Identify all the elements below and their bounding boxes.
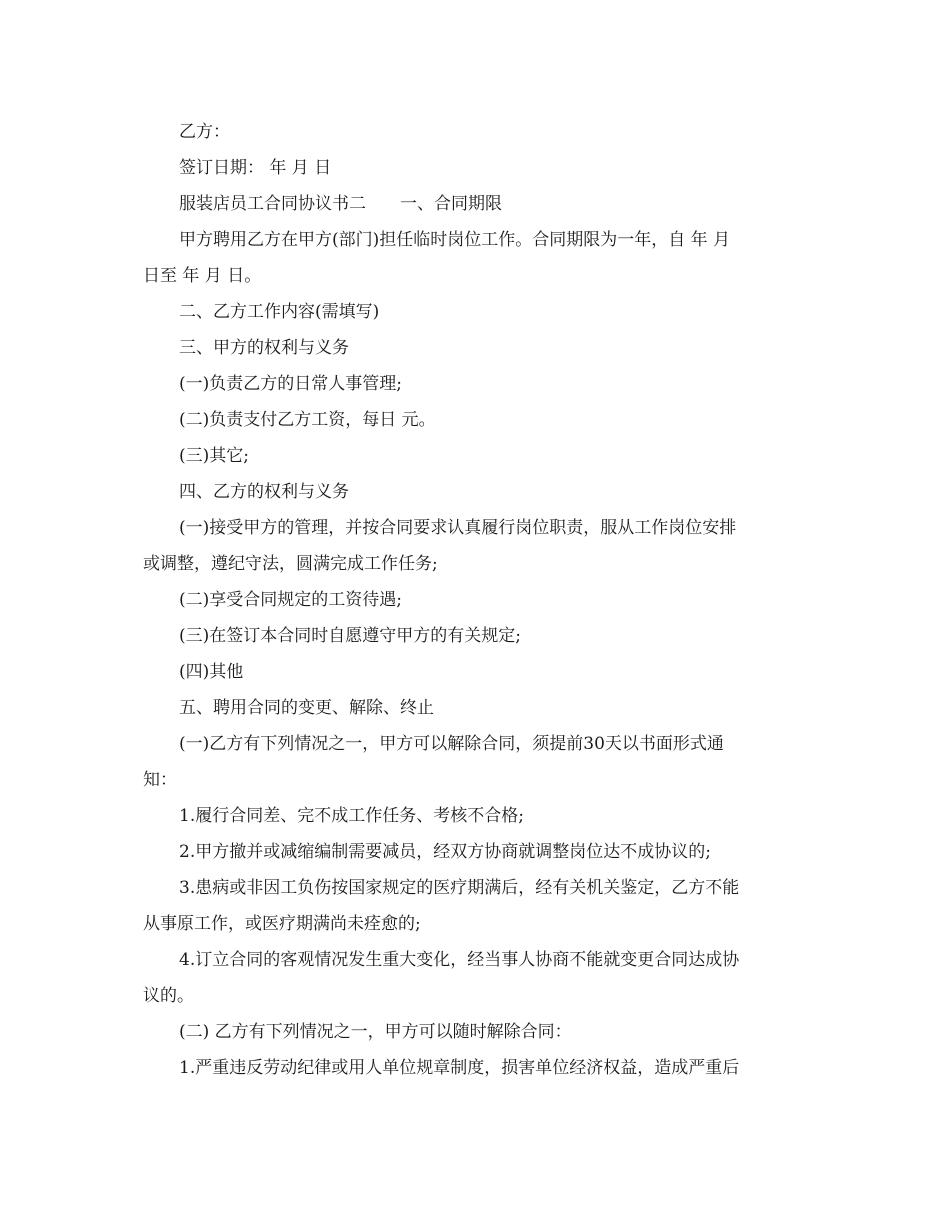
- clause-line: (四)其他: [179, 662, 244, 682]
- clause-line: 或调整，遵纪守法，圆满完成工作任务;: [143, 554, 438, 574]
- list-item: 1.履行合同差、完不成工作任务、考核不合格;: [179, 806, 524, 826]
- list-item: 议的。: [143, 986, 194, 1006]
- clause-line: (一)乙方有下列情况之一，甲方可以解除合同，须提前30天以书面形式通: [179, 734, 724, 754]
- clause-line: (二) 乙方有下列情况之一，甲方可以随时解除合同：: [179, 1022, 572, 1042]
- clause-line: (二)负责支付乙方工资，每日 元。: [179, 410, 436, 430]
- contract-title-line: 服装店员工合同协议书二 一、合同期限: [179, 194, 502, 214]
- list-item: 2.甲方撤并或减缩编制需要减员，经双方协商就调整岗位达不成协议的;: [179, 842, 711, 862]
- section-heading: 三、甲方的权利与义务: [179, 338, 349, 358]
- section-heading: 五、聘用合同的变更、解除、终止: [179, 698, 434, 718]
- clause-line: (三)在签订本合同时自愿遵守甲方的有关规定;: [179, 626, 521, 646]
- list-item: 3.患病或非因工负伤按国家规定的医疗期满后，经有关机关鉴定，乙方不能: [179, 878, 740, 898]
- clause-line: 知：: [143, 770, 177, 790]
- signing-date-line: 签订日期： 年 月 日: [179, 158, 332, 178]
- paragraph-line: 甲方聘用乙方在甲方(部门)担任临时岗位工作。合同期限为一年，自 年 月: [179, 230, 731, 250]
- party-b-line: 乙方：: [179, 122, 230, 142]
- section-heading: 四、乙方的权利与义务: [179, 482, 349, 502]
- clause-line: (三)其它;: [179, 446, 249, 466]
- list-item: 4.订立合同的客观情况发生重大变化，经当事人协商不能就变更合同达成协: [179, 950, 740, 970]
- paragraph-line: 日至 年 月 日。: [143, 266, 262, 286]
- list-item: 从事原工作，或医疗期满尚未痊愈的;: [143, 914, 421, 934]
- clause-line: (一)负责乙方的日常人事管理;: [179, 374, 402, 394]
- clause-line: (二)享受合同规定的工资待遇;: [179, 590, 402, 610]
- section-heading: 二、乙方工作内容(需填写): [179, 302, 380, 322]
- document-body: [143, 114, 805, 1086]
- list-item: 1.严重违反劳动纪律或用人单位规章制度，损害单位经济权益，造成严重后: [179, 1058, 740, 1078]
- clause-line: (一)接受甲方的管理，并按合同要求认真履行岗位职责，服从工作岗位安排: [179, 518, 737, 538]
